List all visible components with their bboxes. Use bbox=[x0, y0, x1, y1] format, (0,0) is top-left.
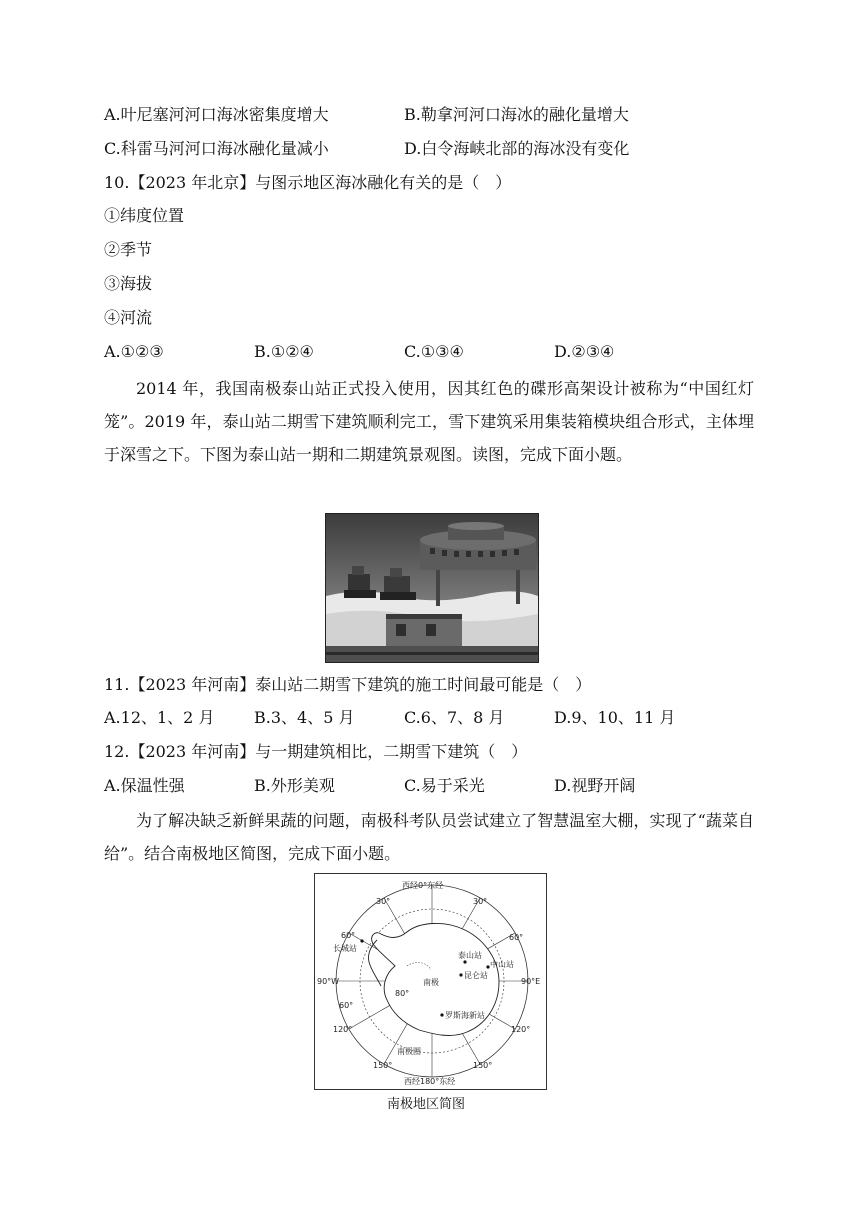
map-80-label: 80° bbox=[395, 989, 410, 998]
q12-option-a: A.保温性强 bbox=[104, 776, 185, 795]
q11-option-c: C.6、7、8 月 bbox=[404, 708, 505, 727]
map-top-label: 西经0°东经 bbox=[402, 881, 444, 890]
map-circle-label: 南极圈 bbox=[397, 1047, 421, 1056]
q10-option-d: D.②③④ bbox=[554, 342, 615, 361]
map-60-left-bottom: 60° bbox=[339, 1001, 354, 1010]
station-changcheng-label: 长城站 bbox=[333, 944, 357, 953]
map-bottom-label: 西经180°东经 bbox=[404, 1077, 456, 1086]
q10-option-c: C.①③④ bbox=[404, 342, 464, 361]
q11-option-d: D.9、10、11 月 bbox=[554, 708, 676, 727]
map-60-right: 60° bbox=[509, 933, 524, 942]
q12-option-d: D.视野开阔 bbox=[554, 776, 636, 795]
q10-option-b: B.①②④ bbox=[254, 342, 314, 361]
passage-taishan: 2014 年，我国南极泰山站正式投入使用，因其红色的碟形高架设计被称为“中国红灯笼”。2019 年，泰山站二期雪下建筑顺利完工，雪下建筑采用集装箱模块组合形式，主体埋于深雪之下。下图为泰山站一期和二期建筑景观图。读图，完成下面小题。 bbox=[104, 379, 754, 464]
q11-stem: 11.【2023 年河南】泰山站二期雪下建筑的施工时间最可能是（ ） bbox=[104, 675, 592, 694]
q9-option-a: A.叶尼塞河河口海冰密集度增大 bbox=[104, 105, 329, 124]
map-pole-label: 南极 bbox=[423, 978, 439, 987]
q11-option-b: B.3、4、5 月 bbox=[254, 708, 355, 727]
q10-item-3: ③海拔 bbox=[104, 274, 153, 293]
q9-option-b: B.勒拿河河口海冰的融化量增大 bbox=[404, 105, 629, 124]
map-30-left: 30° bbox=[376, 897, 391, 906]
map-120-right: 120° bbox=[511, 1025, 531, 1034]
q9-option-c: C.科雷马河河口海冰融化量减小 bbox=[104, 139, 329, 158]
map-30-right: 30° bbox=[473, 897, 488, 906]
station-kunlun-dot bbox=[459, 973, 462, 976]
map-right-label: 90°E bbox=[521, 977, 541, 986]
station-taishan-label: 泰山站 bbox=[458, 951, 482, 960]
q10-item-2: ②季节 bbox=[104, 240, 153, 259]
map-120-left: 120° bbox=[333, 1025, 353, 1034]
station-taishan-dot bbox=[463, 960, 466, 963]
map-60-left-top: 60° bbox=[341, 931, 356, 940]
station-zhongshan-label: 中山站 bbox=[490, 960, 514, 969]
station-luosihai-label: 罗斯海新站 bbox=[445, 1011, 485, 1020]
taishan-station-photo bbox=[325, 513, 539, 663]
q10-item-4: ④河流 bbox=[104, 308, 153, 327]
station-luosihai-dot bbox=[440, 1013, 443, 1016]
map-caption: 南极地区简图 bbox=[387, 1097, 466, 1112]
q12-stem: 12.【2023 年河南】与一期建筑相比，二期雪下建筑（ ） bbox=[104, 742, 528, 761]
station-kunlun-label: 昆仑站 bbox=[464, 971, 488, 980]
q11-option-a: A.12、1、2 月 bbox=[104, 708, 215, 727]
map-left-label: 90°W bbox=[317, 977, 340, 986]
q12-option-b: B.外形美观 bbox=[254, 776, 335, 795]
passage-greenhouse: 为了解决缺乏新鲜果蔬的问题，南极科考队员尝试建立了智慧温室大棚，实现了“蔬菜自给”。结合南极地区简图，完成下面小题。 bbox=[104, 811, 754, 863]
station-changcheng-dot bbox=[360, 939, 363, 942]
map-150-left: 150° bbox=[373, 1061, 393, 1070]
q12-option-c: C.易于采光 bbox=[404, 776, 485, 795]
q9-option-d: D.白令海峡北部的海冰没有变化 bbox=[404, 139, 630, 158]
q10-item-1: ①纬度位置 bbox=[104, 206, 185, 225]
q10-stem: 10.【2023 年北京】与图示地区海冰融化有关的是（ ） bbox=[104, 173, 512, 192]
q10-option-a: A.①②③ bbox=[104, 342, 164, 361]
map-150-right: 150° bbox=[473, 1061, 493, 1070]
antarctica-map bbox=[314, 873, 547, 1090]
